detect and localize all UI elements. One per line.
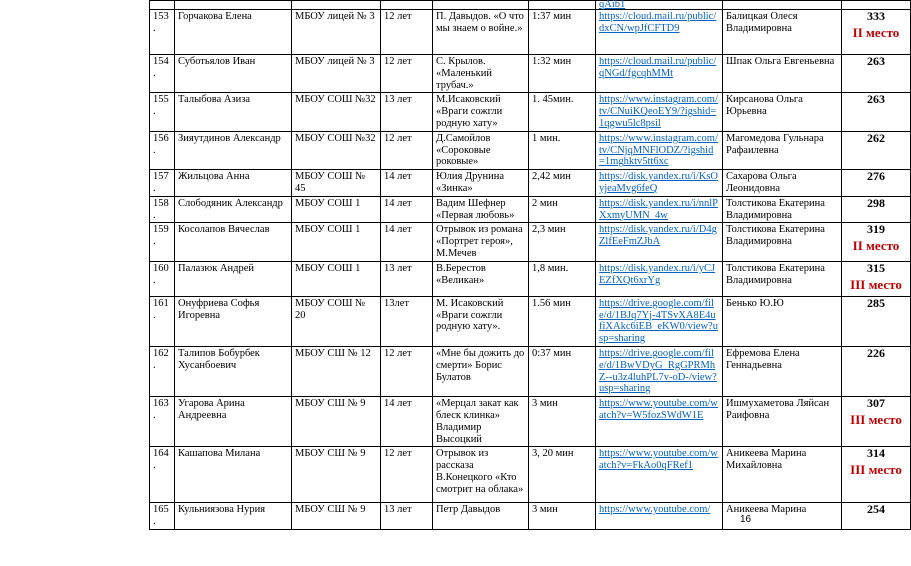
cell-number: 164. (150, 447, 175, 503)
cell-age: 14 лет (381, 397, 433, 447)
cell-duration: 2 мин (529, 196, 596, 223)
cell-school: МБОУ СОШ №32 (292, 93, 381, 131)
score-value: 333 (867, 9, 885, 23)
cell-school: МБОУ СОШ 1 (292, 261, 381, 296)
table-row (150, 503, 911, 530)
cell-score (842, 503, 911, 530)
cell-age: 14 лет (381, 170, 433, 197)
table-row (150, 223, 911, 261)
place-award: II место (852, 238, 900, 254)
table-row (150, 196, 911, 223)
cell-empty (381, 1, 433, 10)
cell-score (842, 346, 911, 396)
cell-work-title: Отрывок из романа «Портрет героя», М.Мечев (433, 223, 529, 261)
cell-video-link[interactable]: https://cloud.mail.ru/public/qNGd/fgcqhMMt (596, 55, 723, 93)
cell-duration: 1:37 мин (529, 10, 596, 55)
cell-work-title: М. Исаковский «Враги сожгли родную хату». (433, 296, 529, 346)
table-row (150, 296, 911, 346)
cell-age: 13 лет (381, 261, 433, 296)
cell-work-title: Вадим Шефнер «Первая любовь» (433, 196, 529, 223)
cell-school: МБОУ СОШ № 45 (292, 170, 381, 197)
score-value: 298 (867, 195, 885, 210)
cell-participant-name: Горчакова Елена (175, 10, 292, 55)
cell-duration: 3, 20 мин (529, 447, 596, 503)
cell-school: МБОУ лицей № 3 (292, 10, 381, 55)
place-award: III место (850, 276, 902, 292)
cell-teacher: Магомедова Гульнара Рафаилевна (723, 131, 842, 169)
cell-video-link[interactable]: https://disk.yandex.ru/i/D4gZlfEeFmZJbA (596, 223, 723, 261)
cell-video-link[interactable]: https://cloud.mail.ru/public/dxCN/wpJfCFTD9 (596, 10, 723, 55)
table-row (150, 261, 911, 296)
cell-video-link[interactable]: https://www.youtube.com/ (596, 503, 723, 530)
top-fragment-link[interactable]: qAib1 (596, 1, 723, 10)
score-value: 314 (867, 446, 885, 461)
score-value: 276 (867, 169, 885, 184)
cell-score (842, 296, 911, 346)
page-number: 16 (740, 514, 752, 525)
cell-teacher: Толстикова Екатерина Владимировна (723, 196, 842, 223)
table-row (150, 447, 911, 503)
cell-age: 13 лет (381, 93, 433, 131)
cell-empty (150, 1, 175, 10)
cell-school: МБОУ СОШ № 20 (292, 296, 381, 346)
cell-empty (433, 1, 529, 10)
table-row (150, 93, 911, 131)
cell-teacher: Сахарова Ольга Леонидовна (723, 170, 842, 197)
cell-work-title: Д.Самойлов «Сороковые роковые» (433, 131, 529, 169)
cell-video-link[interactable]: https://disk.yandex.ru/i/yCJEZfXQt6xrYg (596, 261, 723, 296)
cell-number: 158. (150, 196, 175, 223)
cell-number: 157. (150, 170, 175, 197)
cell-video-link[interactable]: https://disk.yandex.ru/i/nnlPXxmyUMN_4w (596, 196, 723, 223)
cell-school: МБОУ СШ № 9 (292, 503, 381, 530)
cell-duration: 1. 45мин. (529, 93, 596, 131)
cell-teacher: Ишмухаметова Ляйсан Раифовна (723, 397, 842, 447)
score-value: 262 (867, 130, 885, 145)
cell-teacher: Аникеева Марина Михайловна (723, 447, 842, 503)
cell-teacher: Ефремова Елена Геннадьевна (723, 346, 842, 396)
cell-participant-name: Палазюк Андрей (175, 261, 292, 296)
cell-age: 13лет (381, 296, 433, 346)
cell-teacher: Балицкая Олеся Владимировна (723, 10, 842, 55)
cell-duration: 1 мин. (529, 131, 596, 169)
cell-age: 12 лет (381, 447, 433, 503)
cell-score (842, 261, 911, 296)
cell-participant-name: Косолапов Вячеслав (175, 223, 292, 261)
cell-duration: 2,42 мин (529, 170, 596, 197)
place-award: III место (850, 411, 902, 427)
cell-duration: 3 мин (529, 397, 596, 447)
cell-video-link[interactable]: https://disk.yandex.ru/i/KsOyjeaMvg6feQ (596, 170, 723, 197)
table-row (150, 397, 911, 447)
cell-teacher: Бенько Ю.Ю (723, 296, 842, 346)
table-row (150, 131, 911, 169)
cell-age: 12 лет (381, 131, 433, 169)
cell-work-title: Юлия Друнина «Зинка» (433, 170, 529, 197)
cell-teacher: Толстикова Екатерина Владимировна (723, 261, 842, 296)
cell-empty (529, 1, 596, 10)
score-value: 307 (867, 396, 885, 411)
cell-video-link[interactable]: https://www.youtube.com/watch?v=FkAo0qFRef1 (596, 447, 723, 503)
cell-participant-name: Угарова Арина Андреевна (175, 397, 292, 447)
cell-score (842, 10, 911, 55)
place-award: II место (852, 24, 900, 40)
cell-participant-name: Жильцова Анна (175, 170, 292, 197)
cell-work-title: С. Крылов. «Маленький трубач.» (433, 55, 529, 93)
cell-video-link[interactable]: https://www.instagram.com/tv/CNuiKQeoEY9/?igshid=1qgwu5lc8psil (596, 93, 723, 131)
cell-number: 154. (150, 55, 175, 93)
cell-video-link[interactable]: https://drive.google.com/file/d/1BJq7Yj-4TSvXA8E4ufiXAkc6iEB_eKW0/view?usp=sharing (596, 296, 723, 346)
cell-score (842, 170, 911, 197)
cell-participant-name: Талипов Бобурбек Хусанбоевич (175, 346, 292, 396)
cell-duration: 0:37 мин (529, 346, 596, 396)
cell-number: 160. (150, 261, 175, 296)
cell-work-title: М.Исаковский «Враги сожгли родную хату» (433, 93, 529, 131)
cell-video-link[interactable]: https://www.youtube.com/watch?v=W5fozSWdW1E (596, 397, 723, 447)
results-table-body (150, 1, 911, 530)
cell-empty (175, 1, 292, 10)
cell-score (842, 93, 911, 131)
cell-participant-name: Суботьялов Иван (175, 55, 292, 93)
cell-participant-name: Кашапова Милана (175, 447, 292, 503)
cell-number: 163. (150, 397, 175, 447)
cell-school: МБОУ СОШ 1 (292, 196, 381, 223)
cell-number: 159. (150, 223, 175, 261)
cell-age: 13 лет (381, 503, 433, 530)
table-row (150, 55, 911, 93)
cell-age: 12 лет (381, 10, 433, 55)
cell-work-title: «Мне бы дожить до смерти» Борис Булатов (433, 346, 529, 396)
cell-work-title: В.Берестов «Великан» (433, 261, 529, 296)
cell-teacher: Кирсанова Ольга Юрьевна (723, 93, 842, 131)
cell-school: МБОУ СШ № 9 (292, 397, 381, 447)
cell-number: 156. (150, 131, 175, 169)
cell-participant-name: Талыбова Азиза (175, 93, 292, 131)
table-row (150, 346, 911, 396)
cell-work-title: Петр Давыдов (433, 503, 529, 530)
cell-empty (292, 1, 381, 10)
cell-duration: 2,3 мин (529, 223, 596, 261)
score-value: 285 (867, 295, 885, 310)
score-value: 263 (867, 54, 885, 68)
cell-school: МБОУ СШ № 9 (292, 447, 381, 503)
score-value: 263 (867, 92, 885, 107)
cell-score (842, 55, 911, 93)
cell-participant-name: Зияутдинов Александр (175, 131, 292, 169)
score-value: 319 (867, 222, 885, 237)
cell-teacher: Шпак Ольга Евгеньевна (723, 55, 842, 93)
cell-teacher: Аникеева Марина (723, 503, 842, 530)
cell-score (842, 447, 911, 503)
table-row (150, 170, 911, 197)
cell-number: 153. (150, 10, 175, 55)
table-row-fragment (150, 1, 911, 10)
cell-video-link[interactable]: https://drive.google.com/file/d/1BwVDyG_RgGPRMhZ--u3z4luhPL7v-oD-/view?usp=sharing (596, 346, 723, 396)
cell-number: 161. (150, 296, 175, 346)
cell-age: 14 лет (381, 196, 433, 223)
cell-number: 155. (150, 93, 175, 131)
score-value: 315 (867, 260, 885, 275)
cell-duration: 1.56 мин (529, 296, 596, 346)
cell-participant-name: Онуфриева Софья Игоревна (175, 296, 292, 346)
cell-age: 12 лет (381, 55, 433, 93)
score-value: 254 (867, 502, 885, 517)
table-row (150, 10, 911, 55)
cell-score (842, 131, 911, 169)
cell-work-title: Отрывок из рассказа В.Конецкого «Кто смотрит на облака» (433, 447, 529, 503)
cell-score (842, 397, 911, 447)
cell-teacher: Толстикова Екатерина Владимировна (723, 223, 842, 261)
cell-school: МБОУ СШ № 12 (292, 346, 381, 396)
cell-empty (723, 1, 842, 10)
cell-score (842, 196, 911, 223)
cell-participant-name: Кульниязова Нурия (175, 503, 292, 530)
cell-number: 165. (150, 503, 175, 530)
score-value: 226 (867, 345, 885, 360)
cell-number: 162. (150, 346, 175, 396)
place-award: III место (850, 462, 902, 478)
results-table (149, 0, 911, 530)
cell-age: 12 лет (381, 346, 433, 396)
cell-participant-name: Слободяник Александр (175, 196, 292, 223)
cell-duration: 3 мин (529, 503, 596, 530)
cell-score (842, 223, 911, 261)
cell-age: 14 лет (381, 223, 433, 261)
cell-duration: 1:32 мин (529, 55, 596, 93)
cell-school: МБОУ СОШ №32 (292, 131, 381, 169)
cell-school: МБОУ лицей № 3 (292, 55, 381, 93)
cell-work-title: «Мерцал закат как блеск клинка» Владимир Высоцкий (433, 397, 529, 447)
cell-school: МБОУ СОШ 1 (292, 223, 381, 261)
cell-work-title: П. Давыдов. «О что мы знаем о войне.» (433, 10, 529, 55)
cell-video-link[interactable]: https://www.instagram.com/tv/CNjqMNFlODZ/?igshid=1mghktv5tt6xc (596, 131, 723, 169)
cell-duration: 1,8 мин. (529, 261, 596, 296)
